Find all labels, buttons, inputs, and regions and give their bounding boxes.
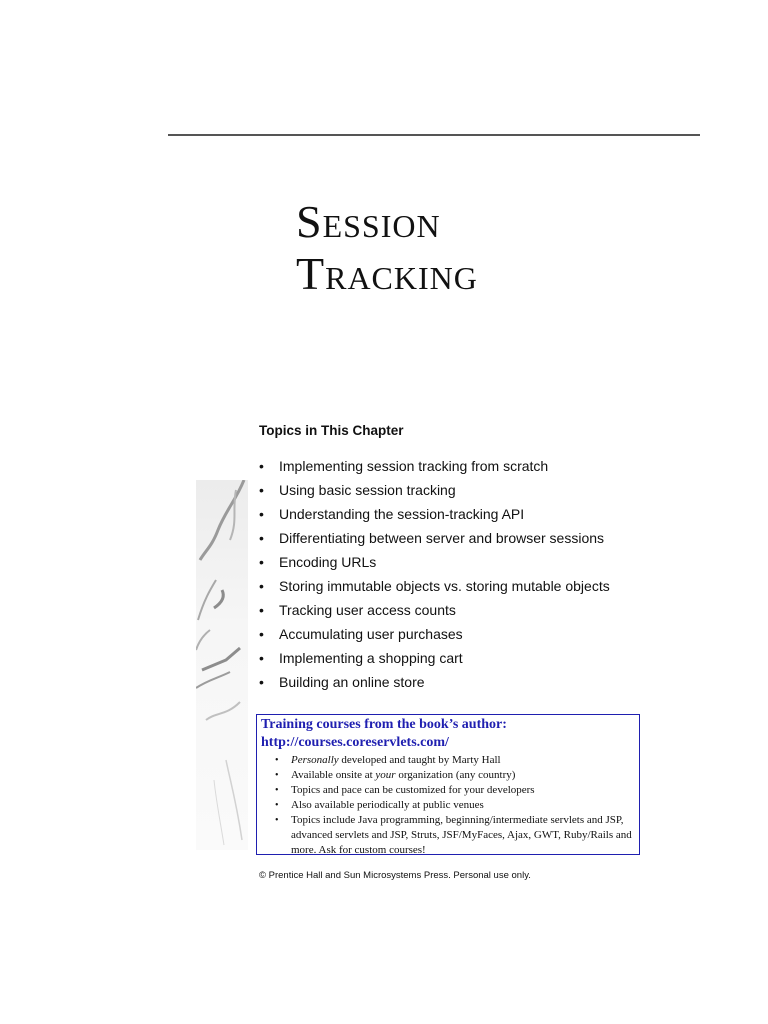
chapter-title-line-1: Session bbox=[296, 196, 441, 247]
topic-item: • Using basic session tracking bbox=[259, 479, 610, 503]
header-rule bbox=[168, 134, 700, 136]
decorative-marble-strip bbox=[196, 480, 248, 850]
chapter-title-line-2: Tracking bbox=[296, 248, 478, 299]
training-item-text: organization (any country) bbox=[395, 769, 516, 781]
topics-heading: Topics in This Chapter bbox=[259, 423, 404, 438]
training-url-link[interactable]: http://courses.coreservlets.com/ bbox=[261, 735, 449, 750]
topic-item: • Tracking user access counts bbox=[259, 599, 610, 623]
chapter-title bbox=[296, 196, 478, 300]
training-item-prefix: Available onsite at bbox=[291, 769, 376, 781]
training-item-text: developed and taught by Marty Hall bbox=[338, 754, 501, 766]
training-item bbox=[273, 753, 635, 768]
training-item: • Also available periodically at public venues bbox=[273, 798, 635, 813]
copyright-notice: © Prentice Hall and Sun Microsystems Press. Personal use only. bbox=[259, 870, 531, 881]
topic-item: • Implementing session tracking from scratch bbox=[259, 455, 610, 479]
topic-item: • Differentiating between server and browser sessions bbox=[259, 527, 610, 551]
topic-item: • Building an online store bbox=[259, 671, 610, 695]
training-item-emphasis: Personally bbox=[291, 754, 339, 766]
training-item bbox=[273, 768, 635, 783]
training-heading: Training courses from the book’s author: bbox=[261, 717, 507, 732]
training-item: • Topics and pace can be customized for your developers bbox=[273, 783, 635, 798]
topic-item: • Encoding URLs bbox=[259, 551, 610, 575]
topic-item: • Implementing a shopping cart bbox=[259, 647, 610, 671]
topic-item: • Storing immutable objects vs. storing mutable objects bbox=[259, 575, 610, 599]
training-item-emphasis: your bbox=[375, 769, 396, 781]
topics-list bbox=[259, 455, 610, 695]
training-list bbox=[261, 753, 635, 858]
topic-item: • Understanding the session-tracking API bbox=[259, 503, 610, 527]
training-box bbox=[256, 714, 640, 855]
topic-item: • Accumulating user purchases bbox=[259, 623, 610, 647]
training-item: • Topics include Java programming, beginning/intermediate servlets and JSP, advanced servlets and JSP, Struts, JSF/MyFaces, Ajax, GWT, Ruby/Rails and more. Ask for custom courses! bbox=[273, 813, 635, 858]
